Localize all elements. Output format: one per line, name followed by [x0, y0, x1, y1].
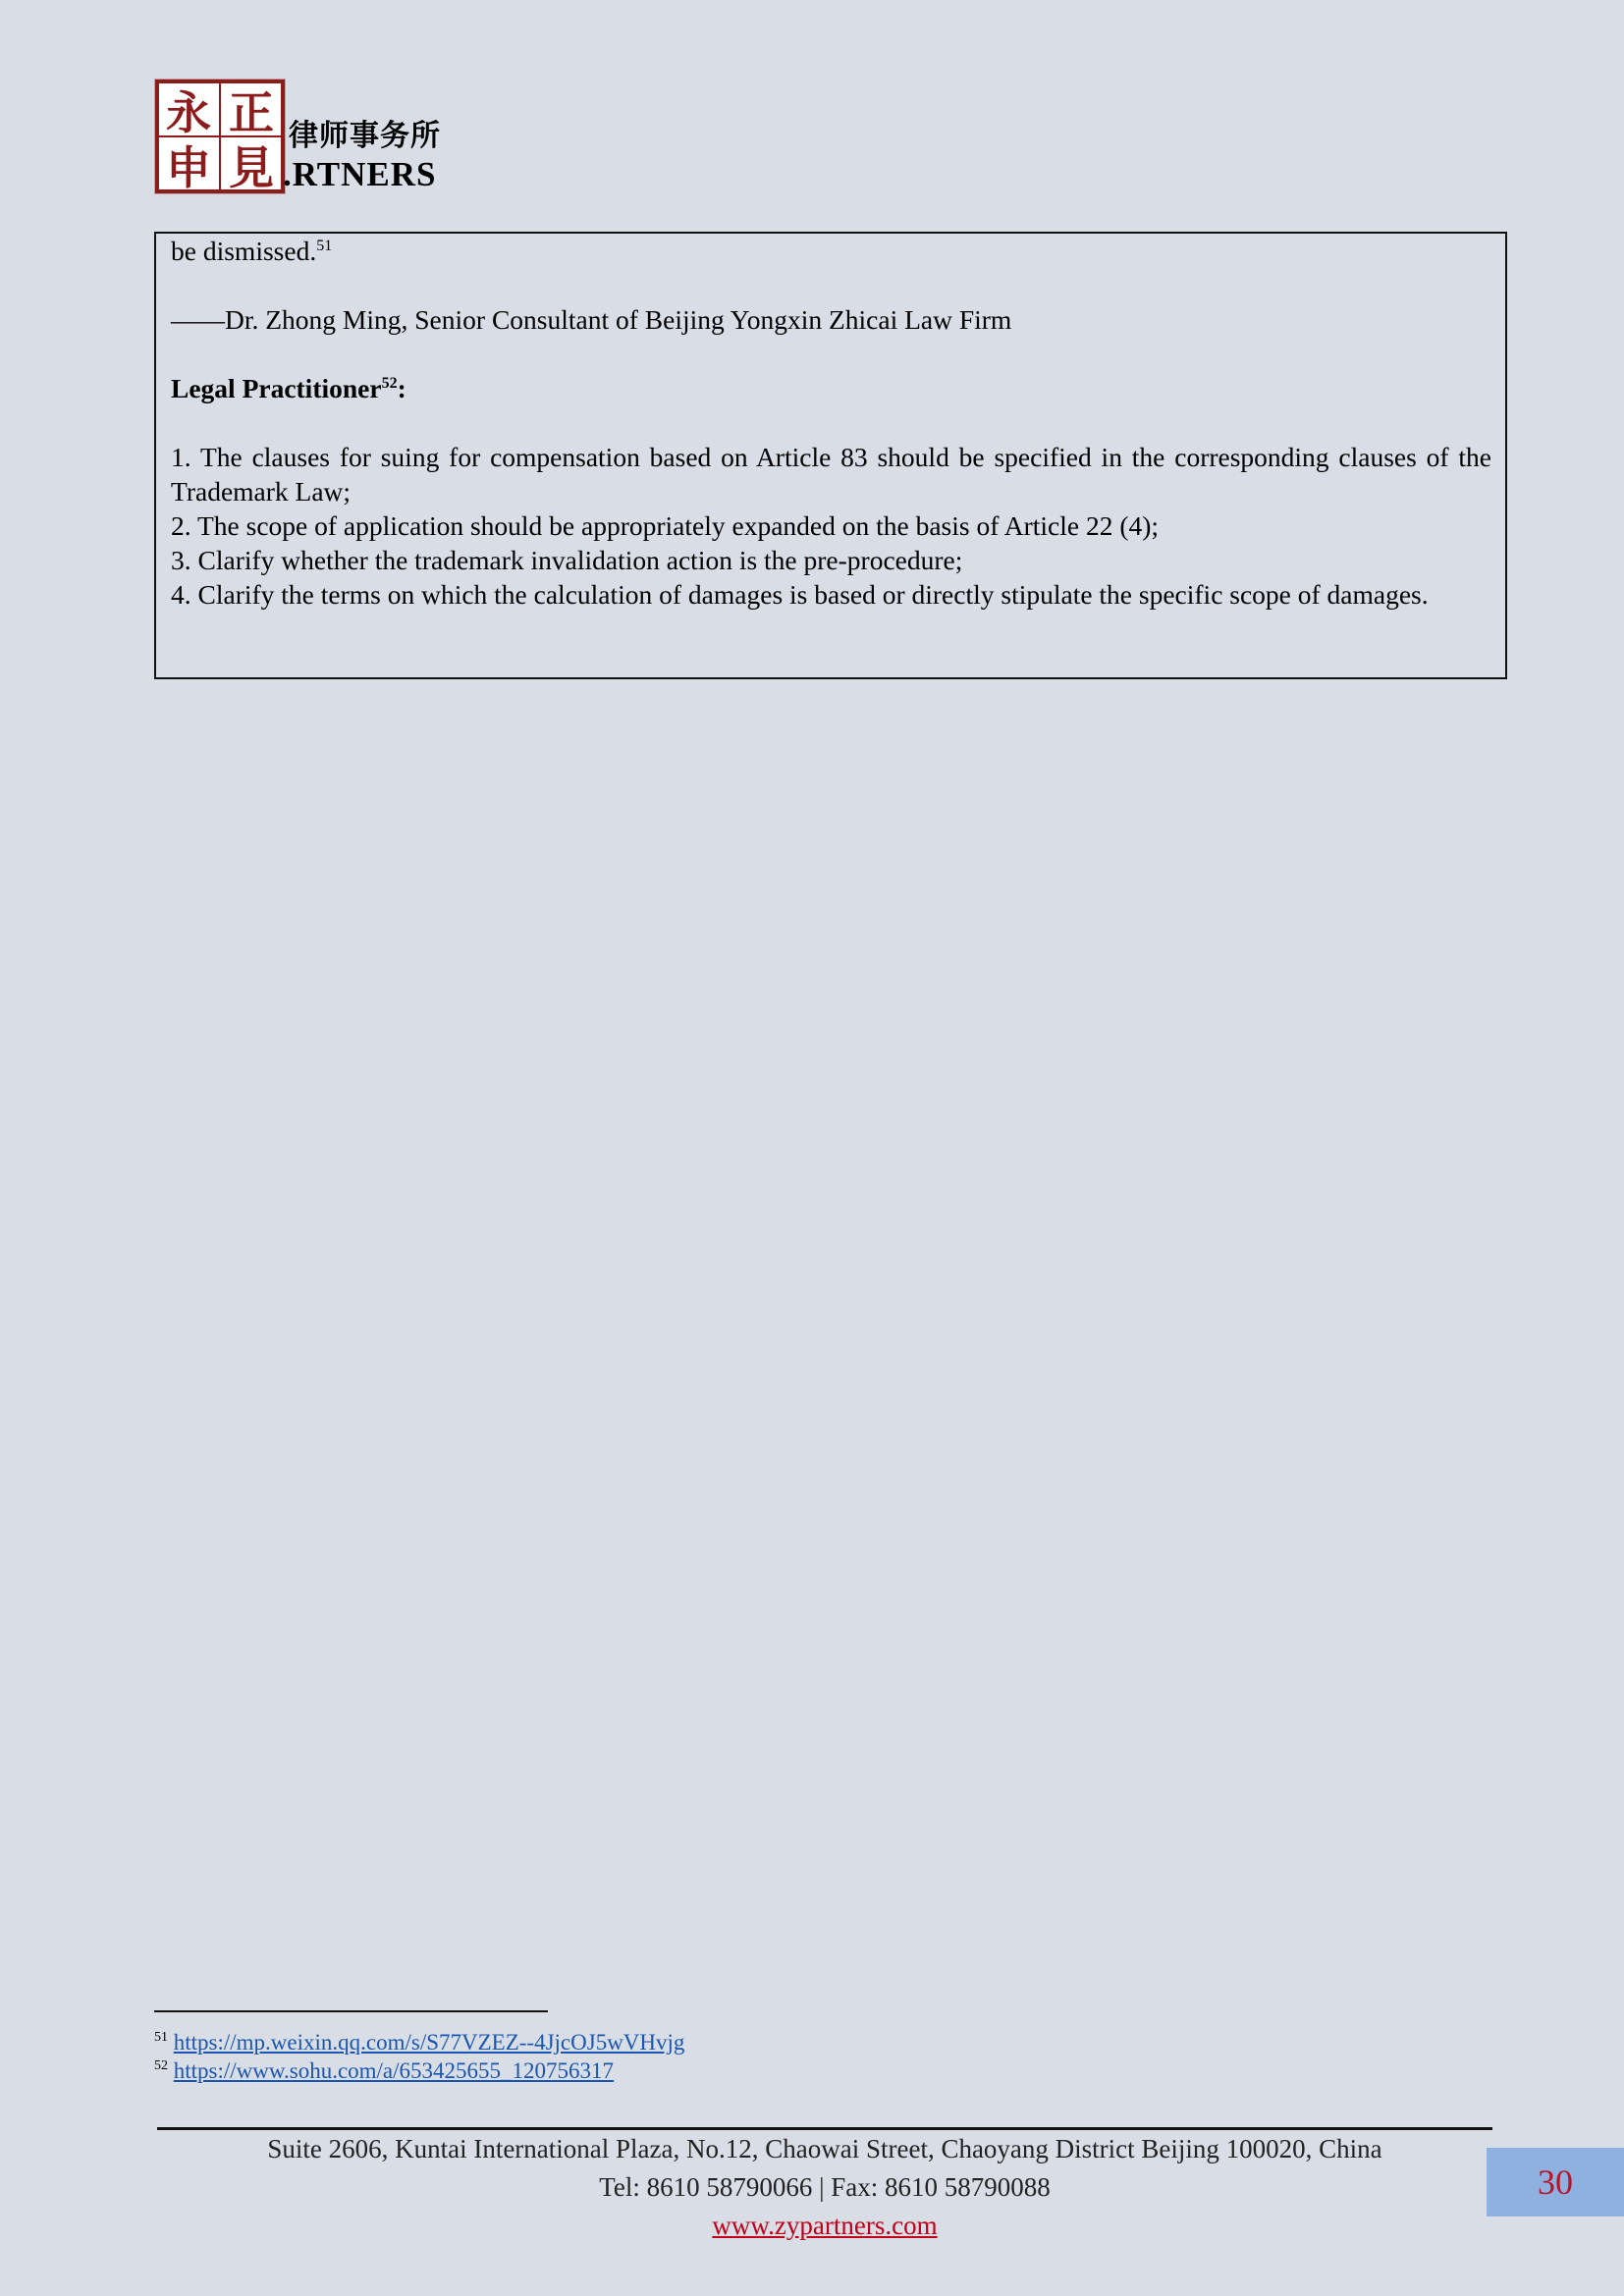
svg-text:見: 見 [229, 141, 274, 193]
section-heading-text: Legal Practitioner [171, 373, 382, 403]
footnote-number: 52 [154, 2058, 168, 2073]
footnotes [154, 2028, 684, 2085]
footnote-number: 51 [154, 2030, 168, 2045]
footer-contact: Tel: 8610 58790066 | Fax: 8610 58790088 [599, 2172, 1051, 2202]
seal-icon [155, 80, 285, 193]
section-heading [171, 371, 1491, 405]
svg-text:正: 正 [229, 86, 274, 139]
list-item-1: 1. The clauses for suing for compensation based on Article 83 should be specified in the corresponding clauses of the Trademark Law; [171, 442, 1491, 507]
footnote-52 [154, 2056, 684, 2085]
footnote-51 [154, 2028, 684, 2056]
svg-text:申: 申 [166, 141, 211, 193]
continued-text [171, 234, 1491, 268]
footer-address: Suite 2606, Kuntai International Plaza, No.12, Chaowai Street, Chaoyang District Beijing 100020, China [267, 2134, 1382, 2163]
firm-name-chinese: 律师事务所 [289, 119, 441, 153]
footnote-divider [154, 2010, 548, 2012]
footnote-ref-52[interactable]: 52 [381, 375, 398, 392]
firm-name-english: .RTNERS [283, 155, 437, 193]
page-number: 30 [1487, 2148, 1624, 2216]
continued-text-body: be dismissed. [171, 236, 317, 266]
page-footer [157, 2130, 1492, 2245]
list-item-4: 4. Clarify the terms on which the calculation of damages is based or directly stipulate the specific scope of damages. [171, 579, 1429, 610]
attribution-line: ——Dr. Zhong Ming, Senior Consultant of Beijing Yongxin Zhicai Law Firm [171, 304, 1012, 335]
footnote-link-52[interactable]: https://www.sohu.com/a/653425655_120756317 [173, 2058, 615, 2083]
list-item-2: 2. The scope of application should be appropriately expanded on the basis of Article 22 (4); [171, 510, 1160, 541]
footnote-link-51[interactable]: https://mp.weixin.qq.com/s/S77VZEZ--4JjcOJ5wVHvjg [173, 2030, 685, 2055]
list-item-3: 3. Clarify whether the trademark invalidation action is the pre-procedure; [171, 545, 963, 575]
footnote-ref-51[interactable]: 51 [316, 238, 333, 254]
firm-logo-seal [154, 79, 286, 194]
section-heading-colon: : [397, 373, 406, 403]
footer-website-link[interactable]: www.zypartners.com [712, 2211, 938, 2240]
quote-box [154, 232, 1507, 679]
svg-text:永: 永 [166, 86, 211, 139]
